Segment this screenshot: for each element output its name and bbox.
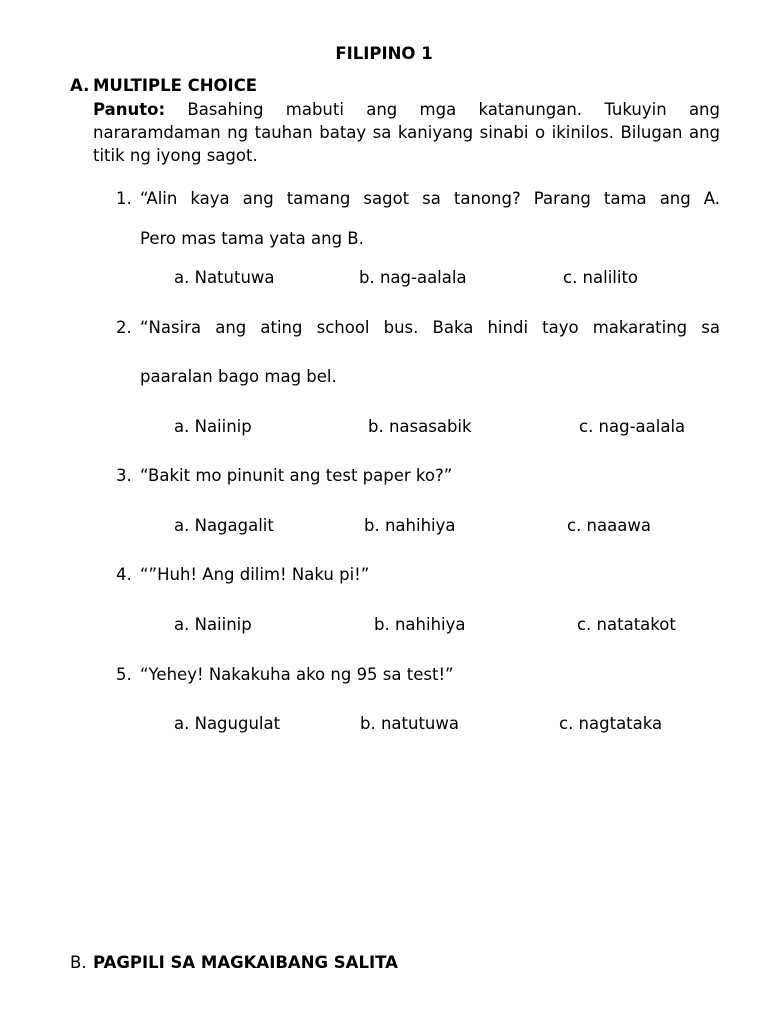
question-number: 5.: [116, 665, 132, 684]
question-number: 3.: [116, 466, 132, 485]
option-b[interactable]: b. nasasabik: [368, 417, 472, 436]
option-a[interactable]: a. Natutuwa: [174, 268, 275, 287]
section-a-title: MULTIPLE CHOICE: [93, 76, 258, 95]
document-title: FILIPINO 1: [335, 44, 433, 63]
question-number: 4.: [116, 565, 132, 584]
option-c[interactable]: c. nag-aalala: [579, 417, 686, 436]
option-b[interactable]: b. natutuwa: [360, 714, 459, 733]
option-c[interactable]: c. nagtataka: [559, 714, 663, 733]
section-a-letter: A.: [70, 76, 90, 95]
question-text-line-1: “Yehey! Nakakuha ako ng 95 sa test!”: [140, 665, 454, 684]
option-a[interactable]: a. Nagagalit: [174, 516, 274, 535]
option-a[interactable]: a. Nagugulat: [174, 714, 281, 733]
option-a[interactable]: a. Naiinip: [174, 417, 252, 436]
question-text-line-1: “Alin kaya ang tamang sagot sa tanong? Parang tama ang A.: [140, 189, 720, 208]
question-text-line-2: Pero mas tama yata ang B.: [140, 229, 364, 248]
instructions: [93, 98, 720, 167]
instructions-text: Basahing mabuti ang mga katanungan. Tukuyin ang nararamdaman ng tauhan batay sa kaniyang sinabi o ikinilos. Bilugan ang titik ng iyong sagot.: [93, 100, 720, 165]
question-text-line-2: paaralan bago mag bel.: [140, 367, 337, 386]
section-b-title: PAGPILI SA MAGKAIBANG SALITA: [93, 953, 398, 972]
option-c[interactable]: c. natatakot: [577, 615, 676, 634]
question-text-line-1: “”Huh! Ang dilim! Naku pi!”: [140, 565, 370, 584]
section-b-letter: B.: [70, 953, 87, 972]
option-b[interactable]: b. nag-aalala: [359, 268, 467, 287]
question-text-line-1: “Nasira ang ating school bus. Baka hindi tayo makarating sa: [140, 318, 720, 337]
instructions-label: Panuto:: [93, 100, 166, 119]
option-c[interactable]: c. naaawa: [567, 516, 651, 535]
option-a[interactable]: a. Naiinip: [174, 615, 252, 634]
question-number: 2.: [116, 318, 132, 337]
question-text-line-1: “Bakit mo pinunit ang test paper ko?”: [140, 466, 453, 485]
option-b[interactable]: b. nahihiya: [364, 516, 456, 535]
question-number: 1.: [116, 189, 132, 208]
option-b[interactable]: b. nahihiya: [374, 615, 466, 634]
option-c[interactable]: c. nalilito: [563, 268, 639, 287]
